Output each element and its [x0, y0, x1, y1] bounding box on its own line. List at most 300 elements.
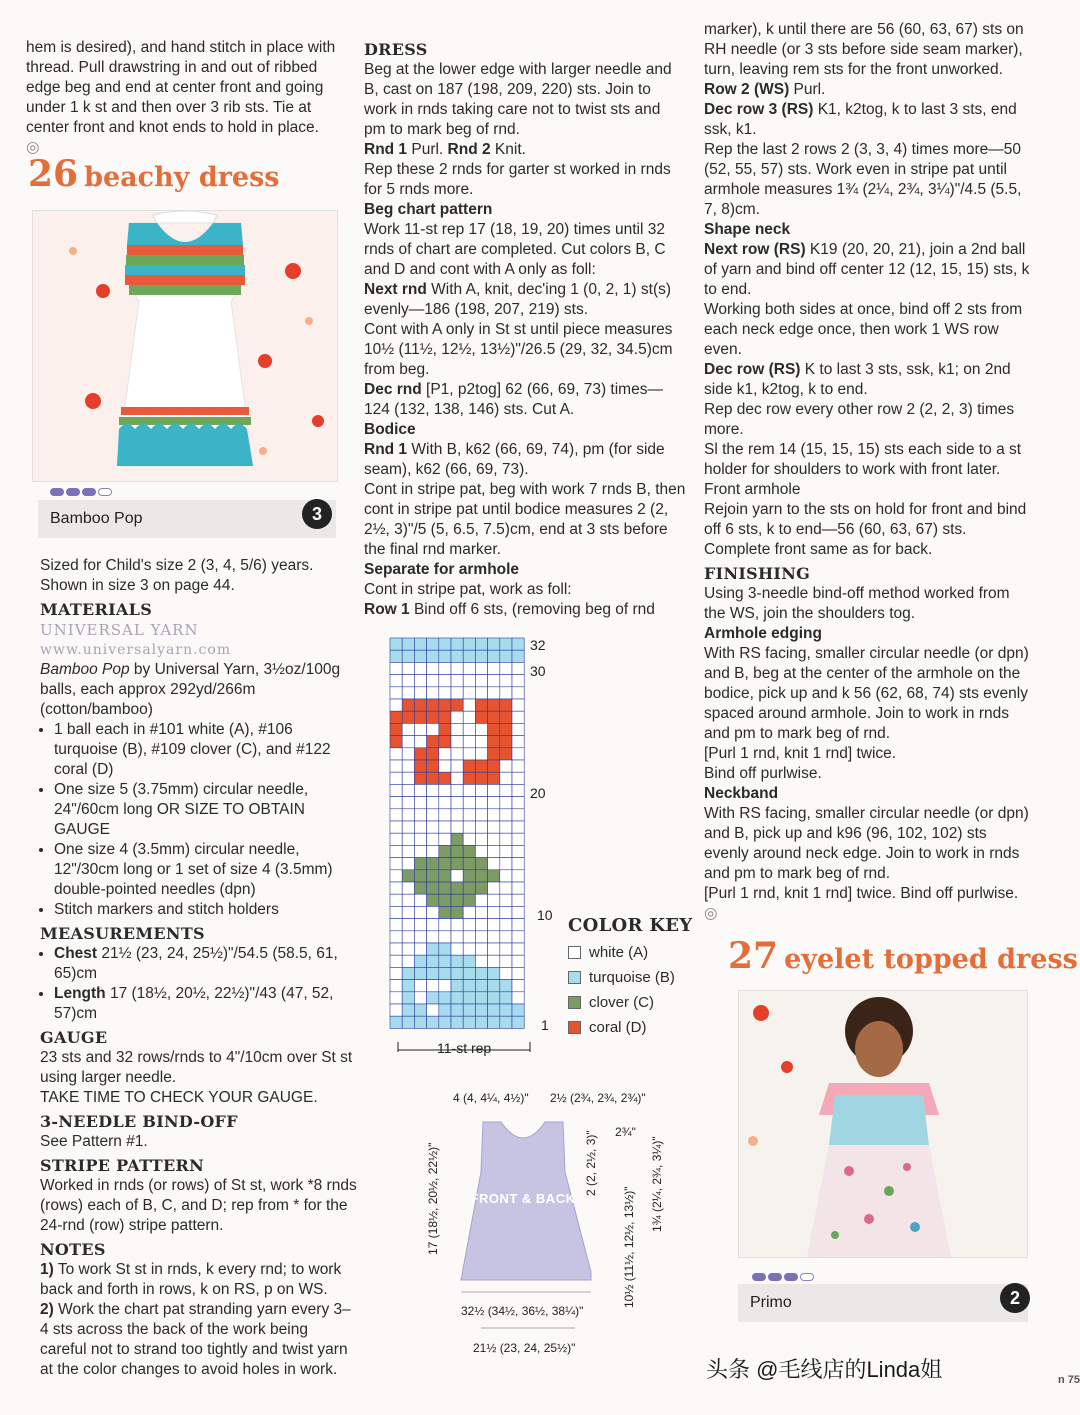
chart-cell	[439, 1004, 451, 1016]
chart-cell	[427, 675, 439, 687]
chart-cell	[414, 675, 426, 687]
chart-cell	[402, 870, 414, 882]
chart-cell	[475, 906, 487, 918]
chart-cell	[414, 943, 426, 955]
chart-cell	[402, 955, 414, 967]
chart-cell	[451, 858, 463, 870]
bindoff-heading: 3-NEEDLE BIND-OFF	[40, 1112, 238, 1131]
chart-cell	[475, 711, 487, 723]
chart-cell	[439, 675, 451, 687]
chart-cell	[512, 992, 524, 1004]
chart-cell	[414, 980, 426, 992]
page-number: n 75	[1058, 1374, 1080, 1386]
chart-cell	[439, 919, 451, 931]
chart-cell	[402, 662, 414, 674]
materials-item: • One size 4 (3.5mm) circular needle, 12"/30cm long or 1 set of size 4 (3.5mm) double-pointed needles (dpn)	[54, 840, 358, 900]
yarn-description: Bamboo Pop by Universal Yarn, 3½oz/100g balls, each approx 292yd/266m (cotton/bamboo)	[40, 661, 341, 718]
chart-cell	[451, 992, 463, 1004]
chart-row-label-30: 30	[530, 663, 546, 679]
chart-cell	[488, 882, 500, 894]
cont-a: Cont with A only in St st until piece measures 10½ (11½, 12½, 13½)"/26.5 (29, 32, 34.5)cm from beg.	[364, 321, 673, 378]
chart-cell	[488, 772, 500, 784]
chart-cell	[488, 711, 500, 723]
brand-name: UNIVERSAL YARN	[40, 621, 199, 639]
chart-cell	[439, 882, 451, 894]
chart-cell	[463, 809, 475, 821]
chart-cell	[439, 894, 451, 906]
chart-cell	[402, 845, 414, 857]
chart-cell	[475, 772, 487, 784]
materials-item: • 1 ball each in #101 white (A), #106 turquoise (B), #109 clover (C), and #122 coral (D)	[54, 720, 358, 780]
chart-cell	[414, 931, 426, 943]
chart-cell	[488, 833, 500, 845]
chart-cell	[500, 882, 512, 894]
chart-cell	[488, 845, 500, 857]
chart-cell	[512, 955, 524, 967]
chart-cell	[488, 1016, 500, 1028]
chart-cell	[390, 736, 402, 748]
chart-cell	[439, 797, 451, 809]
chart-cell	[475, 845, 487, 857]
chart-cell	[402, 943, 414, 955]
yarn-bar-bamboo-pop	[38, 500, 336, 538]
chart-cell	[488, 821, 500, 833]
chart-cell	[390, 833, 402, 845]
stripe-heading: STRIPE PATTERN	[40, 1156, 205, 1175]
chart-cell	[414, 1004, 426, 1016]
chart-cell	[390, 760, 402, 772]
chart-cell	[414, 723, 426, 735]
chart-cell	[390, 821, 402, 833]
chart-cell	[402, 980, 414, 992]
rep-dec: Rep dec row every other row 2 (2, 2, 3) times more.	[704, 401, 1015, 438]
materials-block	[40, 556, 358, 1380]
color-key-clover: clover (C)	[568, 990, 698, 1015]
chart-cell	[390, 638, 402, 650]
chart-cell	[427, 748, 439, 760]
chart-cell	[402, 992, 414, 1004]
chart-cell	[402, 858, 414, 870]
chart-cell	[475, 821, 487, 833]
chart-cell	[463, 894, 475, 906]
materials-heading: MATERIALS	[40, 600, 153, 619]
chart-cell	[512, 760, 524, 772]
intro-paragraph: hem is desired), and hand stitch in place with thread. Pull drawstring in and out of ribbed edge beg and end at center front and going under 1 k st and then over 3 rib sts. Tie at center front and knot ends to hold in place. ◎	[26, 39, 336, 156]
schematic-label: FRONT & BACK	[470, 1191, 576, 1206]
chart-cell	[512, 772, 524, 784]
chart-cell	[500, 772, 512, 784]
chart-cell	[512, 858, 524, 870]
chart-cell	[390, 699, 402, 711]
chart-cell	[390, 992, 402, 1004]
chart-cell	[402, 784, 414, 796]
chart-cell	[475, 919, 487, 931]
chart-cell	[500, 992, 512, 1004]
chart-cell	[463, 650, 475, 662]
chart-cell	[414, 833, 426, 845]
chart-cell	[414, 699, 426, 711]
chart-cell	[451, 821, 463, 833]
chart-cell	[439, 809, 451, 821]
chart-cell	[402, 736, 414, 748]
chart-cell	[488, 638, 500, 650]
chart-cell	[512, 894, 524, 906]
chart-cell	[500, 858, 512, 870]
chart-cell	[427, 797, 439, 809]
chart-cell	[500, 1004, 512, 1016]
chart-cell	[439, 931, 451, 943]
chart-cell	[439, 1016, 451, 1028]
chart-cell	[500, 894, 512, 906]
chart-cell	[451, 711, 463, 723]
chart-cell	[475, 809, 487, 821]
chart-cell	[439, 784, 451, 796]
armhole-edging-heading: Armhole edging	[704, 625, 822, 642]
chart-cell	[512, 906, 524, 918]
chart-cell	[427, 967, 439, 979]
color-key-turquoise: turquoise (B)	[568, 965, 698, 990]
chart-cell	[427, 784, 439, 796]
chart-cell	[475, 870, 487, 882]
chart-cell	[475, 699, 487, 711]
yarn-weight-badge-icon: 2	[1000, 1283, 1030, 1313]
separate-text: Cont in stripe pat, work as foll:	[364, 581, 572, 598]
cont-stripe: Cont in stripe pat, beg with work 7 rnds B, then cont in stripe pat until bodice measures 2 (2, 2½, 3)"/5 (5, 6.5, 7.5)cm, end at 3 sts before the final rnd marker.	[364, 481, 686, 558]
chart-cell	[451, 809, 463, 821]
chart-cell	[500, 638, 512, 650]
chart-cell	[512, 1004, 524, 1016]
dec-row-3: Dec row 3 (RS) K1, k2tog, k to last 3 sts, end ssk, k1.	[704, 101, 1017, 138]
chart-cell	[512, 931, 524, 943]
chart-cell	[488, 736, 500, 748]
finishing-heading: FINISHING	[704, 564, 811, 583]
chart-cell	[463, 858, 475, 870]
chart-cell	[463, 711, 475, 723]
end-mark-icon: ◎	[704, 905, 718, 922]
chart-cell	[439, 699, 451, 711]
chart-cell	[488, 748, 500, 760]
chart-cell	[427, 870, 439, 882]
chart-cell	[427, 662, 439, 674]
schematic-bodice-depth: 1¾ (2¼, 2¾, 3¼)"	[650, 1136, 664, 1232]
chart-cell	[475, 943, 487, 955]
chart-cell	[439, 967, 451, 979]
chart-cell	[414, 772, 426, 784]
chart-cell	[488, 943, 500, 955]
chart-grid	[390, 638, 524, 1028]
chart-cell	[427, 931, 439, 943]
chart-cell	[488, 906, 500, 918]
chart-cell	[488, 809, 500, 821]
neckband-text: With RS facing, smaller circular needle (or dpn) and B, pick up and k96 (96, 102, 102) sts evenly around neck edge. Join to work in rnds and pm to mark beg of rnd.	[704, 805, 1029, 882]
chest-measurement: • Chest 21½ (23, 24, 25½)"/54.5 (58.5, 61, 65)cm	[54, 944, 358, 984]
chart-cell	[512, 845, 524, 857]
neckband-end: [Purl 1 rnd, knit 1 rnd] twice. Bind off purlwise. ◎	[704, 885, 1019, 922]
chart-cell	[451, 662, 463, 674]
chart-cell	[500, 955, 512, 967]
chart-cell	[427, 772, 439, 784]
chart-cell	[414, 882, 426, 894]
chart-cell	[463, 882, 475, 894]
chart-cell	[475, 797, 487, 809]
chart-cell	[463, 675, 475, 687]
chart-cell	[463, 1016, 475, 1028]
chart-cell	[414, 858, 426, 870]
chart-cell	[488, 967, 500, 979]
chart-cell	[451, 784, 463, 796]
chart-cell	[488, 980, 500, 992]
chart-cell	[427, 638, 439, 650]
chart-cell	[402, 882, 414, 894]
end-mark-icon: ◎	[26, 139, 40, 156]
dec-rnd: Dec rnd [P1, p2tog] 62 (66, 69, 73) times—124 (132, 138, 146) sts. Cut A.	[364, 381, 663, 418]
bodice-rnd-1: Rnd 1 With B, k62 (66, 69, 74), pm (for side seam), k62 (66, 69, 73).	[364, 441, 665, 478]
chart-cell	[390, 687, 402, 699]
chart-cell	[475, 858, 487, 870]
chart-cell	[414, 736, 426, 748]
chart-cell	[439, 687, 451, 699]
chart-repeat-label: 11-st rep	[437, 1040, 492, 1056]
chart-cell	[500, 919, 512, 931]
chart-cell	[500, 967, 512, 979]
chart-row-label-1: 1	[541, 1017, 549, 1033]
chart-cell	[451, 760, 463, 772]
chart-cell	[451, 980, 463, 992]
chart-cell	[414, 821, 426, 833]
color-key	[568, 912, 698, 1040]
chart-cell	[390, 931, 402, 943]
chart-row-label-32: 32	[530, 637, 546, 653]
chart-cell	[402, 760, 414, 772]
chart-cell	[512, 675, 524, 687]
chart-cell	[427, 882, 439, 894]
chart-cell	[463, 943, 475, 955]
schematic-bottom-width: 32½ (34½, 36½, 38¼)"	[461, 1304, 584, 1318]
chart-cell	[414, 760, 426, 772]
chart-cell	[500, 1016, 512, 1028]
chart-cell	[414, 748, 426, 760]
chart-cell	[390, 809, 402, 821]
chart-cell	[451, 833, 463, 845]
chart-cell	[500, 980, 512, 992]
chart-cell	[500, 833, 512, 845]
chart-cell	[451, 882, 463, 894]
chart-cell	[451, 736, 463, 748]
chart-cell	[390, 1004, 402, 1016]
chart-cell	[463, 699, 475, 711]
chart-cell	[414, 919, 426, 931]
dress-heading: DRESS	[364, 40, 428, 59]
chart-cell	[512, 699, 524, 711]
chart-cell	[488, 992, 500, 1004]
chart-cell	[451, 1004, 463, 1016]
chart-cell	[414, 1016, 426, 1028]
chart-cell	[463, 870, 475, 882]
chart-cell	[475, 748, 487, 760]
chart-cell	[500, 809, 512, 821]
gauge-heading: GAUGE	[40, 1028, 108, 1047]
chart-cell	[390, 894, 402, 906]
chart-cell	[451, 675, 463, 687]
color-key-white: white (A)	[568, 940, 698, 965]
yarn-name: Primo	[750, 1294, 792, 1311]
chart-cell	[512, 1016, 524, 1028]
chart-cell	[475, 638, 487, 650]
notes-heading: NOTES	[40, 1240, 106, 1259]
chart-cell	[390, 882, 402, 894]
chart-cell	[512, 687, 524, 699]
chart-cell	[427, 650, 439, 662]
chart-cell	[500, 906, 512, 918]
chart-cell	[390, 711, 402, 723]
chart-cell	[512, 821, 524, 833]
purl-knit-twice: [Purl 1 rnd, knit 1 rnd] twice.	[704, 745, 897, 762]
chart-cell	[414, 687, 426, 699]
chart-cell	[512, 784, 524, 796]
chart-cell	[439, 662, 451, 674]
chart-row-label-20: 20	[530, 785, 546, 801]
row-1: Row 1 Bind off 6 sts, (removing beg of rnd	[364, 601, 655, 618]
chart-cell	[463, 662, 475, 674]
yarn-weight-dots	[752, 1273, 814, 1281]
chart-cell	[439, 650, 451, 662]
chart-cell	[451, 1016, 463, 1028]
pattern-26-title: 26 beachy dress	[28, 153, 280, 195]
chart-cell	[390, 870, 402, 882]
chart-cell	[439, 992, 451, 1004]
chart-cell	[451, 772, 463, 784]
chart-cell	[512, 736, 524, 748]
length-measurement: • Length 17 (18½, 20½, 22½)"/43 (47, 52, 57)cm	[54, 984, 358, 1024]
chart-cell	[414, 845, 426, 857]
next-row: Next row (RS) K19 (20, 20, 21), join a 2nd ball of yarn and bind off center 12 (12, 15, 15) sts, k to end.	[704, 241, 1030, 298]
chart-cell	[475, 723, 487, 735]
chart-cell	[439, 955, 451, 967]
chart-cell	[451, 894, 463, 906]
chart-cell	[488, 870, 500, 882]
chart-cell	[451, 955, 463, 967]
chart-cell	[475, 1016, 487, 1028]
chart-cell	[500, 797, 512, 809]
chart-cell	[488, 662, 500, 674]
beg-chart-text: Work 11-st rep 17 (18, 19, 20) times until 32 rnds of chart are completed. Cut colors B, C and D and cont with A only as foll:	[364, 221, 666, 278]
chart-cell	[475, 833, 487, 845]
chart-cell	[475, 784, 487, 796]
chart-cell	[500, 723, 512, 735]
chart-cell	[512, 723, 524, 735]
schematic-neck-depth: 2¾"	[615, 1125, 636, 1139]
chart-cell	[500, 845, 512, 857]
chart-cell	[402, 650, 414, 662]
chart-cell	[427, 858, 439, 870]
chart-cell	[488, 858, 500, 870]
chart-cell	[451, 870, 463, 882]
column-middle	[364, 36, 686, 620]
chart-cell	[463, 748, 475, 760]
chart-cell	[402, 894, 414, 906]
color-key-coral: coral (D)	[568, 1015, 698, 1040]
chart-cell	[488, 797, 500, 809]
chart-cell	[402, 1004, 414, 1016]
chart-cell	[488, 675, 500, 687]
yarn-weight-badge-icon: 3	[302, 499, 332, 529]
chart-cell	[402, 699, 414, 711]
chart-cell	[488, 1004, 500, 1016]
chart-cell	[512, 797, 524, 809]
chart-cell	[414, 992, 426, 1004]
chart-cell	[500, 650, 512, 662]
chart-cell	[475, 760, 487, 772]
rejoin: Rejoin yarn to the sts on hold for front and bind off 6 sts, k to end—56 (60, 63, 67) sts.	[704, 501, 1027, 538]
chart-cell	[427, 1016, 439, 1028]
chart-cell	[427, 760, 439, 772]
chart-cell	[390, 650, 402, 662]
separate-heading: Separate for armhole	[364, 561, 520, 578]
chart-cell	[402, 906, 414, 918]
chart-cell	[500, 736, 512, 748]
chart-cell	[451, 748, 463, 760]
schematic-skirt-length: 10½ (11½, 12½, 13½)"	[622, 1186, 636, 1308]
chart-cell	[390, 845, 402, 857]
chart-cell	[402, 833, 414, 845]
chart-cell	[512, 943, 524, 955]
chart-cell	[390, 748, 402, 760]
bindoff-text: See Pattern #1.	[40, 1133, 148, 1150]
chart-cell	[427, 699, 439, 711]
chart-cell	[414, 638, 426, 650]
chart-cell	[402, 797, 414, 809]
chart-cell	[414, 711, 426, 723]
chart-cell	[488, 894, 500, 906]
chart-cell	[512, 662, 524, 674]
chart-cell	[451, 943, 463, 955]
chart-cell	[463, 992, 475, 1004]
chart-cell	[488, 931, 500, 943]
chart-cell	[414, 662, 426, 674]
chart-cell	[500, 821, 512, 833]
chart-cell	[427, 723, 439, 735]
eyelet-dress-photo	[738, 990, 1028, 1258]
chart-cell	[500, 662, 512, 674]
beachy-dress-photo	[32, 210, 338, 482]
materials-item: • One size 5 (3.75mm) circular needle, 24"/60cm long OR SIZE TO OBTAIN GAUGE	[54, 780, 358, 840]
chart-cell	[451, 845, 463, 857]
chart-cell	[463, 919, 475, 931]
rep-garter: Rep these 2 rnds for garter st worked in rnds for 5 rnds more.	[364, 161, 671, 198]
chart-cell	[427, 736, 439, 748]
chart-cell	[463, 967, 475, 979]
chart-cell	[439, 821, 451, 833]
chart-cell	[402, 821, 414, 833]
chart-cell	[475, 882, 487, 894]
bodice-heading: Bodice	[364, 421, 416, 438]
chart-cell	[390, 980, 402, 992]
note-2: 2) Work the chart pat stranding yarn every 3–4 sts across the back of the work being careful not to strand too tightly and twist yarn at the color changes to avoid holes in work.	[40, 1301, 351, 1378]
chart-cell	[402, 723, 414, 735]
chart-cell	[512, 809, 524, 821]
chart-cell	[488, 760, 500, 772]
chart-cell	[427, 1004, 439, 1016]
chart-cell	[512, 711, 524, 723]
complete-front: Complete front same as for back.	[704, 541, 933, 558]
chart-cell	[500, 943, 512, 955]
chart-cell	[451, 723, 463, 735]
chart-cell	[488, 919, 500, 931]
chart-cell	[390, 797, 402, 809]
dress-schematic	[415, 1080, 705, 1360]
chart-cell	[439, 906, 451, 918]
yarn-bar-primo	[738, 1284, 1028, 1322]
